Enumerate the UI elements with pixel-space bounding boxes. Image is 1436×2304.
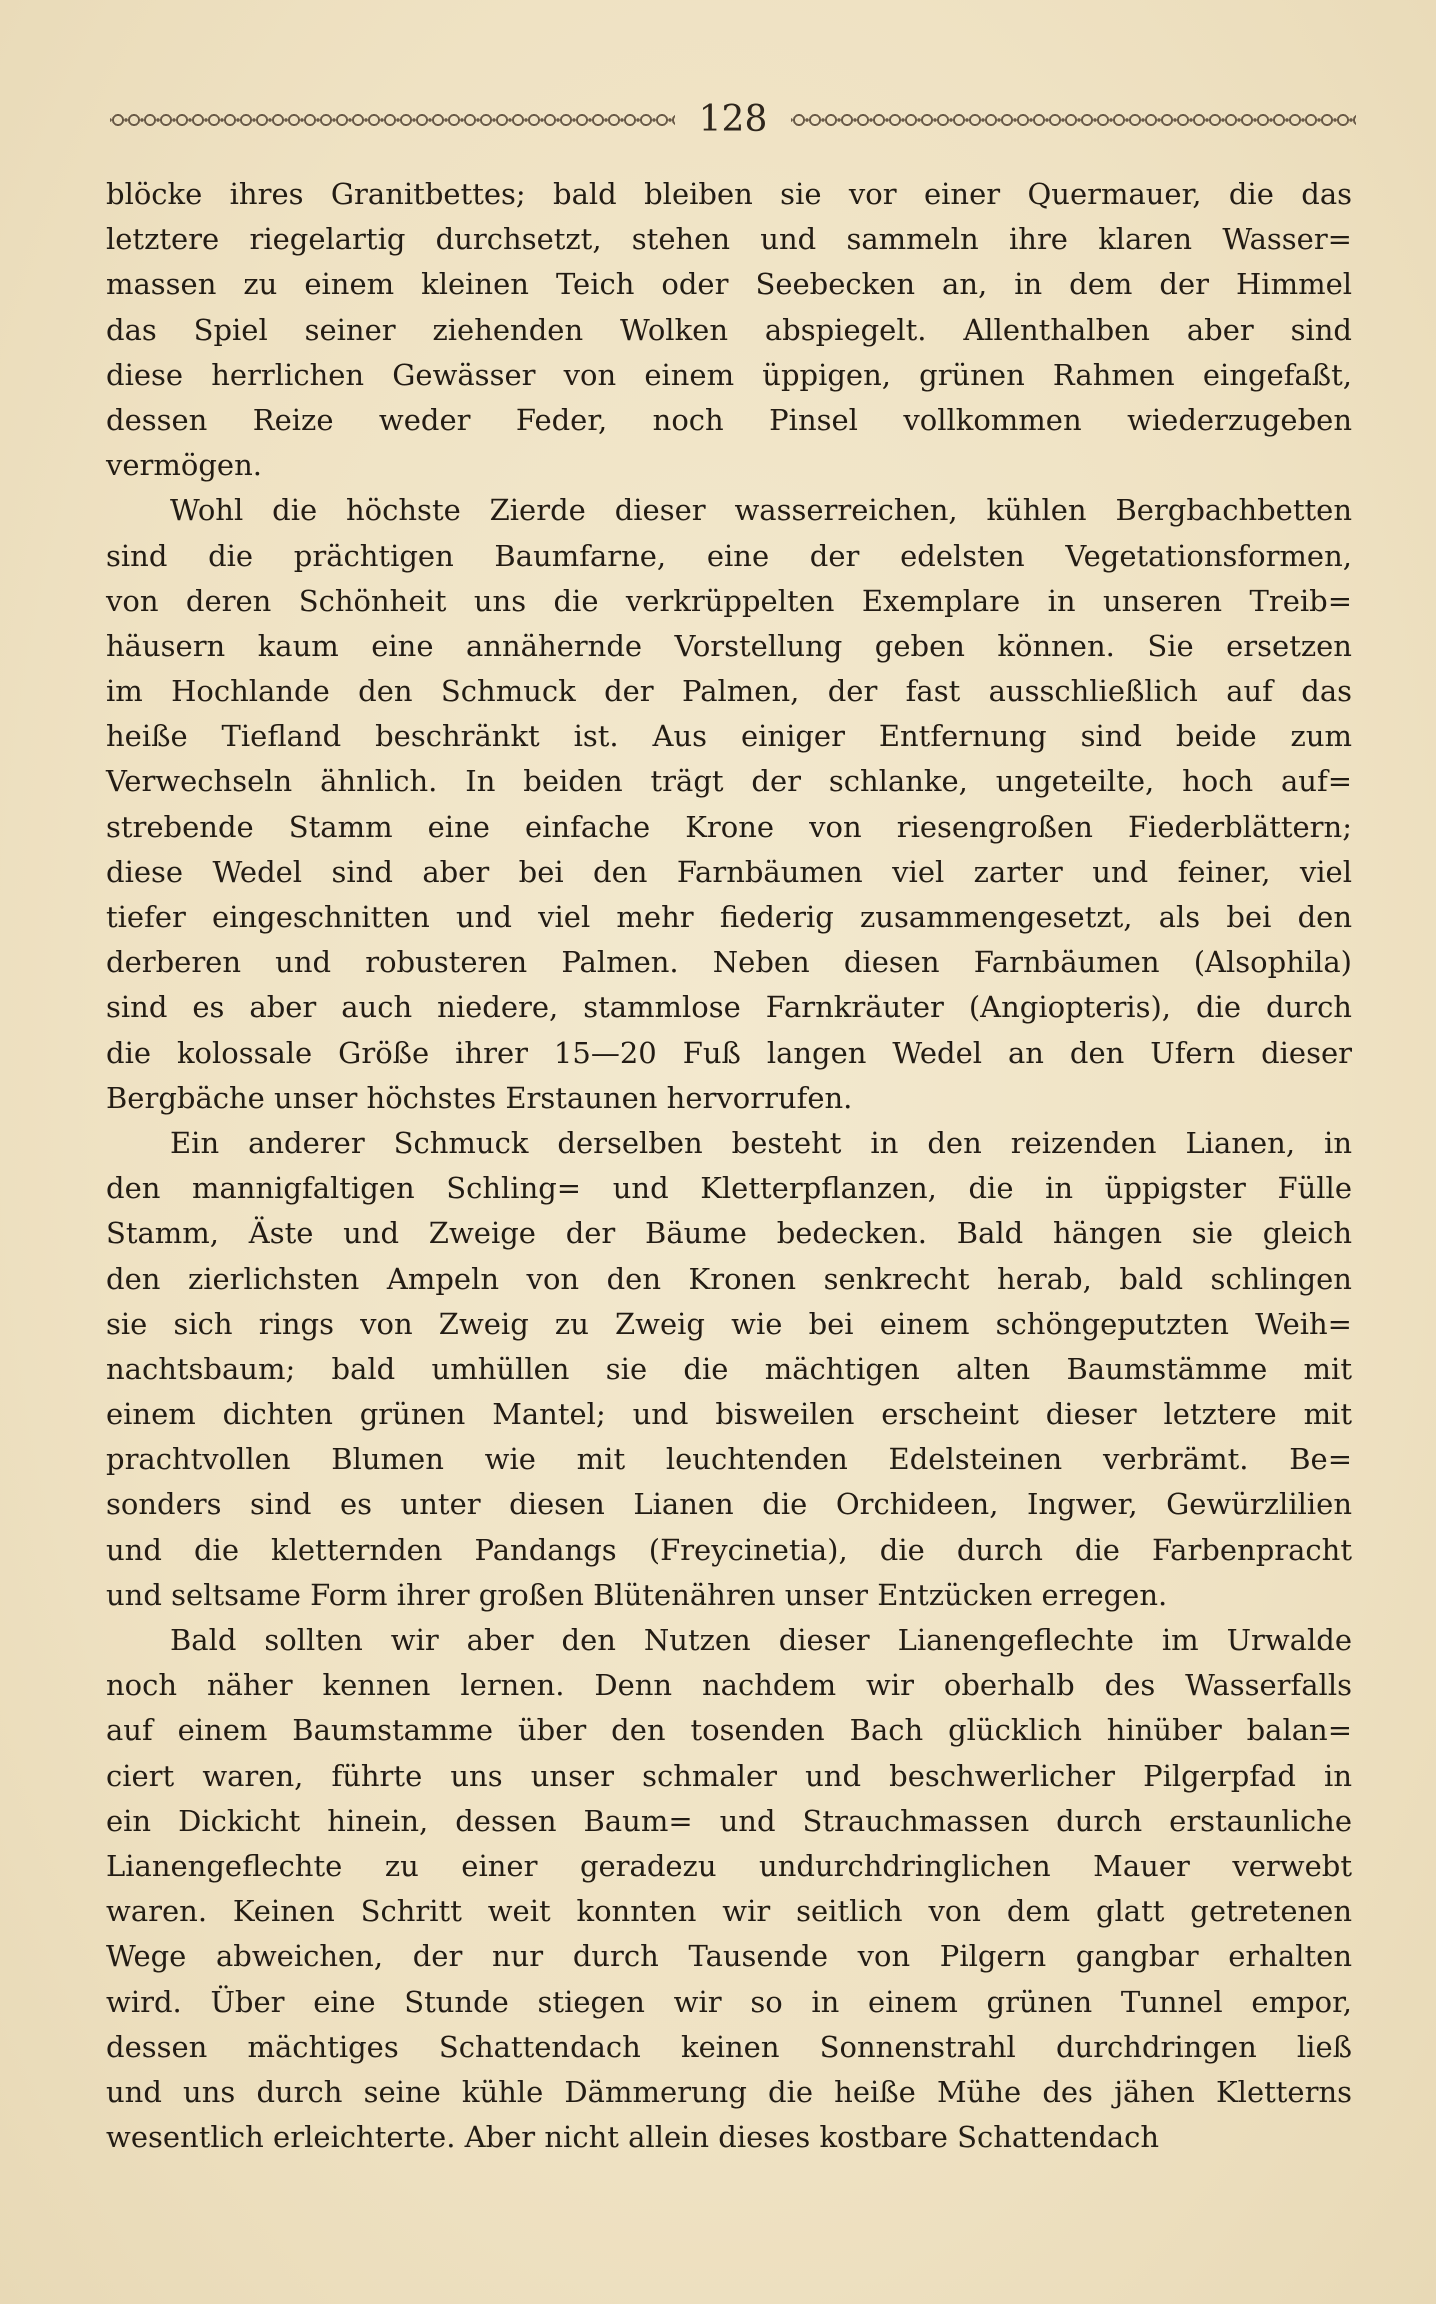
text-line: wird. Über eine Stunde stiegen wir so in einem grünen Tunnel empor, bbox=[106, 1984, 1352, 2019]
text-line: Lianengeflechte zu einer geradezu undurchdringlichen Mauer verwebt bbox=[106, 1848, 1352, 1883]
text-line: ein Dickicht hinein, dessen Baum= und Strauchmassen durch erstaunliche bbox=[106, 1803, 1352, 1838]
page-number: 128 bbox=[698, 99, 768, 140]
text-line: heiße Tiefland beschränkt ist. Aus einiger Entfernung sind beide zum bbox=[106, 719, 1352, 754]
text-line: Ein anderer Schmuck derselben besteht in den reizenden Lianen, in bbox=[170, 1125, 1352, 1160]
text-line: wesentlich erleichterte. Aber nicht allein dieses kostbare Schattendach bbox=[106, 2120, 1160, 2155]
text-line: von deren Schönheit uns die verkrüppelten Exemplare in unseren Treib= bbox=[106, 583, 1352, 618]
text-line: im Hochlande den Schmuck der Palmen, der fast ausschließlich auf das bbox=[106, 674, 1352, 709]
text-line: und uns durch seine kühle Dämmerung die heiße Mühe des jähen Kletterns bbox=[106, 2074, 1352, 2109]
text-line: letztere riegelartig durchsetzt, stehen und sammeln ihre klaren Wasser= bbox=[106, 222, 1352, 257]
text-line: auf einem Baumstamme über den tosenden Bach glücklich hinüber balan= bbox=[106, 1713, 1352, 1748]
text-line: sind die prächtigen Baumfarne, eine der edelsten Vegetationsformen, bbox=[106, 538, 1352, 573]
text-line: vermögen. bbox=[106, 448, 262, 483]
text-line: Wohl die höchste Zierde dieser wasserreichen, kühlen Bergbachbetten bbox=[170, 493, 1352, 528]
text-line: dessen Reize weder Feder, noch Pinsel vollkommen wiederzugeben bbox=[106, 402, 1352, 437]
text-line: ciert waren, führte uns unser schmaler und beschwerlicher Pilgerpfad in bbox=[106, 1758, 1352, 1793]
text-line: waren. Keinen Schritt weit konnten wir seitlich von dem glatt getretenen bbox=[106, 1894, 1352, 1929]
text-line: tiefer eingeschnitten und viel mehr fiederig zusammengesetzt, als bei den bbox=[106, 900, 1352, 934]
text-line: Bald sollten wir aber den Nutzen dieser Lianengeflechte im Urwalde bbox=[170, 1623, 1352, 1657]
text-line: und seltsame Form ihrer großen Blütenähren unser Entzücken erregen. bbox=[106, 1577, 1168, 1612]
text-line: nachtsbaum; bald umhüllen sie die mächtigen alten Baumstämme mit bbox=[106, 1351, 1352, 1386]
text-line: diese herrlichen Gewässer von einem üppigen, grünen Rahmen eingefaßt, bbox=[106, 357, 1352, 392]
text-line: sonders sind es unter diesen Lianen die Orchideen, Ingwer, Gewürzlilien bbox=[106, 1487, 1352, 1522]
text-line: massen zu einem kleinen Teich oder Seebecken an, in dem der Himmel bbox=[106, 267, 1352, 302]
right-ornament-rule bbox=[791, 109, 1356, 131]
left-ornament-rule bbox=[110, 109, 675, 131]
text-line: einem dichten grünen Mantel; und bisweilen erscheint dieser letztere mit bbox=[106, 1397, 1352, 1432]
text-line: strebende Stamm eine einfache Krone von riesengroßen Fiederblättern; bbox=[106, 809, 1352, 844]
text-line: den mannigfaltigen Schling= und Kletterpflanzen, die in üppigster Fülle bbox=[106, 1171, 1352, 1206]
text-line: Wege abweichen, der nur durch Tausende von Pilgern gangbar erhalten bbox=[106, 1939, 1352, 1974]
text-line: blöcke ihres Granitbettes; bald bleiben sie vor einer Quermauer, die das bbox=[106, 177, 1352, 211]
text-line: den zierlichsten Ampeln von den Kronen senkrecht herab, bald schlingen bbox=[106, 1261, 1352, 1296]
text-line: Stamm, Äste und Zweige der Bäume bedecken. Bald hängen sie gleich bbox=[106, 1216, 1352, 1251]
text-line: prachtvollen Blumen wie mit leuchtenden Edelsteinen verbrämt. Be= bbox=[106, 1442, 1352, 1477]
text-line: dessen mächtiges Schattendach keinen Sonnenstrahl durchdringen ließ bbox=[106, 2029, 1352, 2064]
text-line: das Spiel seiner ziehenden Wolken abspiegelt. Allenthalben aber sind bbox=[106, 312, 1352, 347]
text-line: Bergbäche unser höchstes Erstaunen hervorrufen. bbox=[106, 1080, 853, 1115]
body-text bbox=[106, 172, 1352, 2160]
text-line: derberen und robusteren Palmen. Neben diesen Farnbäumen (Alsophila) bbox=[106, 945, 1352, 980]
text-line: häusern kaum eine annähernde Vorstellung geben können. Sie ersetzen bbox=[106, 628, 1352, 663]
text-line: die kolossale Größe ihrer 15—20 Fuß langen Wedel an den Ufern dieser bbox=[106, 1035, 1352, 1070]
text-line: Verwechseln ähnlich. In beiden trägt der schlanke, ungeteilte, hoch auf= bbox=[106, 764, 1352, 799]
text-line: sie sich rings von Zweig zu Zweig wie bei einem schöngeputzten Weih= bbox=[106, 1306, 1352, 1341]
text-line: sind es aber auch niedere, stammlose Farnkräuter (Angiopteris), die durch bbox=[106, 990, 1352, 1025]
text-line: noch näher kennen lernen. Denn nachdem wir oberhalb des Wasserfalls bbox=[106, 1668, 1352, 1703]
page-header bbox=[110, 92, 1356, 148]
text-line: und die kletternden Pandangs (Freycinetia), die durch die Farbenpracht bbox=[106, 1532, 1352, 1567]
text-line: diese Wedel sind aber bei den Farnbäumen viel zarter und feiner, viel bbox=[106, 854, 1352, 889]
